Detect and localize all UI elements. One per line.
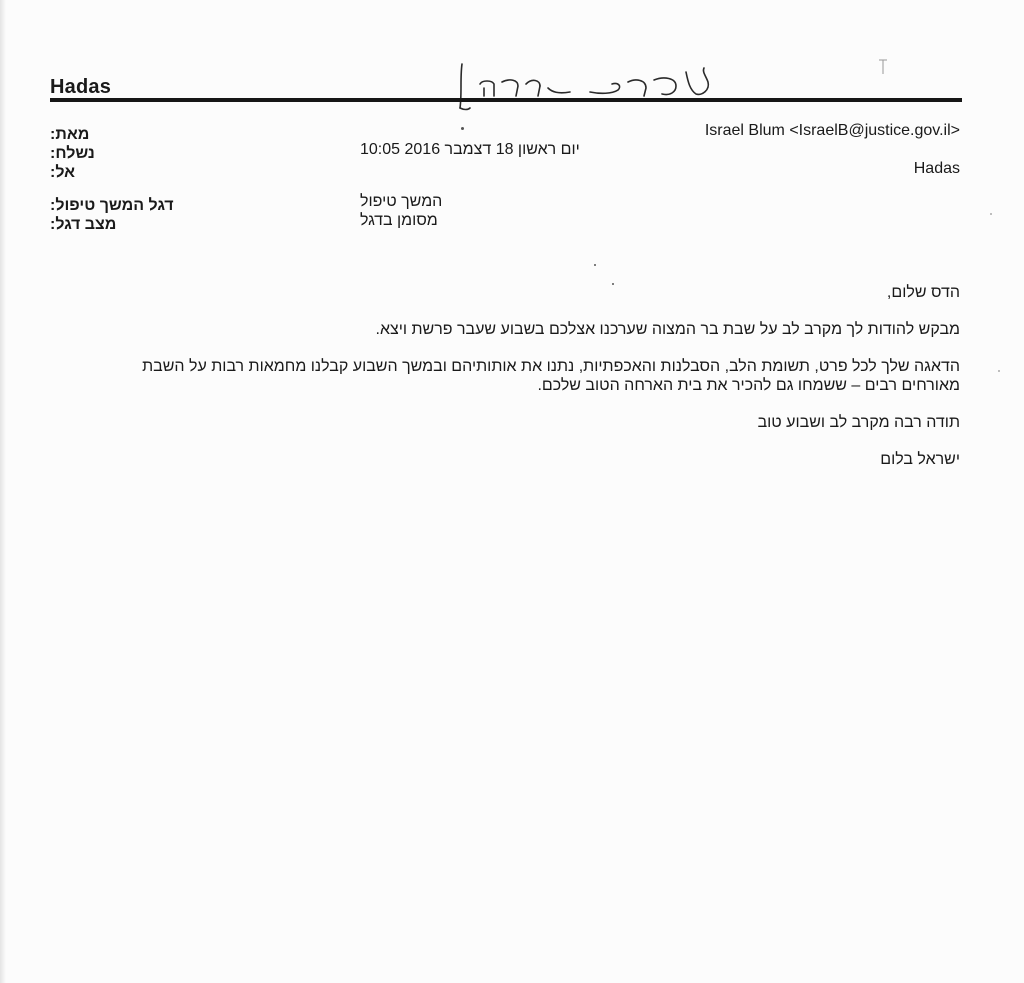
handwritten-note [440, 56, 760, 116]
flag-followup-label: דגל המשך טיפול: [50, 197, 174, 214]
scan-speck [612, 283, 614, 285]
body-paragraph-2: הדאגה שלך לכל פרט, תשומת הלב, הסבלנות והאכפתיות, נתנו את אותותיהם ובמשך השבוע קבלנו מחמאות רבות על השבת מאורחים רבים – ששמחו גם להכיר את בית הארחה הטוב שלכם. [142, 358, 960, 394]
to-value: Hadas [913, 160, 960, 177]
sent-label: נשלח: [50, 145, 95, 162]
email-body [100, 283, 960, 487]
closing-line: תודה רבה מקרב לב ושבוע טוב [757, 414, 960, 431]
scan-speck [594, 264, 596, 266]
scan-edge [0, 0, 6, 983]
scan-speck [990, 213, 992, 215]
header-values [360, 121, 960, 230]
body-paragraph-1: מבקש להודות לך מקרב לב על שבת בר המצוה שערכנו אצלכם בשבוע שעבר פרשת ויצא. [375, 321, 960, 338]
flag-status-label: מצב דגל: [50, 216, 117, 233]
header-labels [50, 125, 250, 234]
greeting: הדס שלום, [886, 284, 960, 301]
header-rule [50, 98, 962, 102]
stray-mark [876, 58, 890, 76]
sent-value: יום ראשון 18 דצמבר 2016 10:05 [360, 141, 580, 158]
flag-followup-value: המשך טיפול [360, 193, 443, 210]
scan-speck [998, 370, 1000, 372]
from-label: מאת: [50, 126, 90, 143]
to-label: אל: [50, 164, 76, 181]
signature: ישראל בלום [880, 451, 960, 468]
scan-speck [461, 127, 464, 130]
from-value: Israel Blum <IsraelB@justice.gov.il> [704, 122, 960, 139]
mailbox-owner: Hadas [50, 76, 112, 98]
flag-status-value: מסומן בדגל [360, 212, 438, 229]
